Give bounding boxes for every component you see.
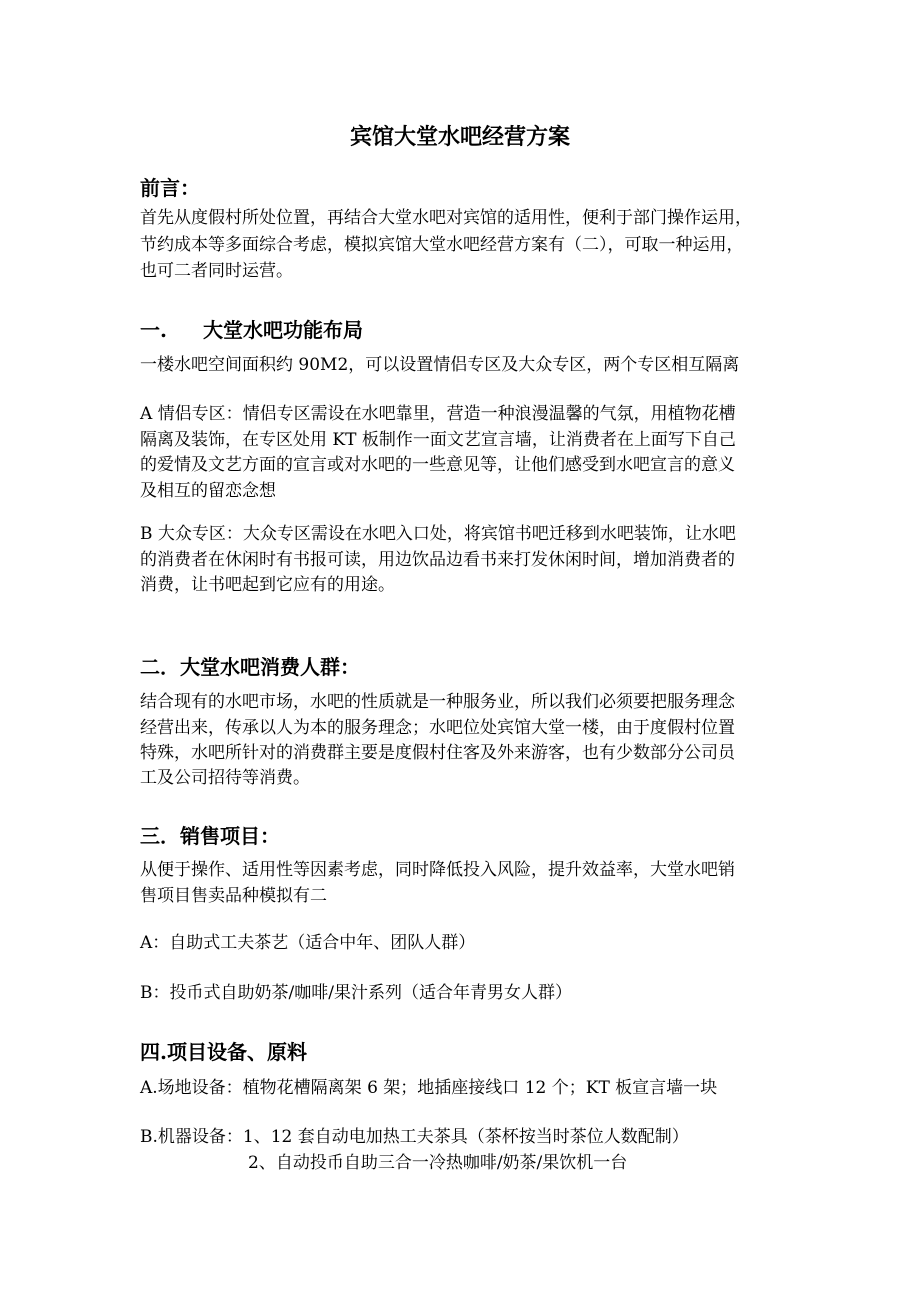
section-1-line: 一楼水吧空间面积约 90M2，可以设置情侣专区及大众专区，两个专区相互隔离: [140, 355, 740, 375]
section-3-line: 从便于操作、适用性等因素考虑，同时降低投入风险，提升效益率，大堂水吧销: [140, 860, 735, 880]
section-3-heading: 三．销售项目：: [140, 824, 280, 848]
zone-a-line: 的爱情及文艺方面的宣言或对水吧的一些意见等，让他们感受到水吧宣言的意义: [140, 455, 735, 475]
zone-b-line: 的消费者在休闲时有书报可读，用边饮品边看书来打发休闲时间，增加消费者的: [140, 550, 735, 570]
preface-heading: 前言：: [140, 176, 200, 200]
section-2-line: 特殊，水吧所针对的消费群主要是度假村住客及外来游客，也有少数部分公司员: [140, 743, 735, 763]
preface-line: 节约成本等多面综合考虑，模拟宾馆大堂水吧经营方案有（二），可取一种运用，: [140, 235, 744, 255]
zone-a-line: A 情侣专区：情侣专区需设在水吧靠里，营造一种浪漫温馨的气氛，用植物花槽: [140, 404, 736, 424]
equipment-machine-line: 2、自动投币自助三合一冷热咖啡/奶茶/果饮机一台: [248, 1153, 628, 1173]
section-2-heading: 二．大堂水吧消费人群：: [140, 655, 360, 679]
section-1-heading: 大堂水吧功能布局: [203, 318, 363, 342]
section-4-heading: 四.项目设备、原料: [140, 1040, 307, 1064]
section-3-line: 售项目售卖品种模拟有二: [140, 886, 327, 906]
section-2-line: 经营出来，传承以人为本的服务理念；水吧位处宾馆大堂一楼，由于度假村位置: [140, 718, 735, 738]
section-2-line: 结合现有的水吧市场，水吧的性质就是一种服务业，所以我们必须要把服务理念: [140, 692, 735, 712]
section-2-line: 工及公司招待等消费。: [140, 768, 310, 788]
zone-a-line: 及相互的留恋念想: [140, 481, 276, 501]
sales-item-a: A：自助式工夫茶艺（适合中年、团队人群）: [140, 933, 476, 953]
document-title: 宾馆大堂水吧经营方案: [349, 124, 570, 150]
preface-line: 也可二者同时运营。: [140, 261, 293, 281]
equipment-site-line: A.场地设备：植物花槽隔离架 6 架；地插座接线口 12 个；KT 板宣言墙一块: [140, 1078, 718, 1098]
equipment-machine-line: B.机器设备：1、12 套自动电加热工夫茶具（茶杯按当时茶位人数配制）: [140, 1127, 689, 1147]
zone-b-line: B 大众专区：大众专区需设在水吧入口处，将宾馆书吧迁移到水吧装饰，让水吧: [140, 524, 736, 544]
sales-item-b: B：投币式自助奶茶/咖啡/果汁系列（适合年青男女人群）: [140, 983, 572, 1003]
zone-b-line: 消费，让书吧起到它应有的用途。: [140, 575, 395, 595]
zone-a-line: 隔离及装饰，在专区处用 KT 板制作一面文艺宣言墙，让消费者在上面写下自己: [140, 430, 736, 450]
preface-line: 首先从度假村所处位置，再结合大堂水吧对宾馆的适用性，便利于部门操作运用，: [140, 208, 752, 228]
section-1-number: 一.: [140, 318, 167, 342]
